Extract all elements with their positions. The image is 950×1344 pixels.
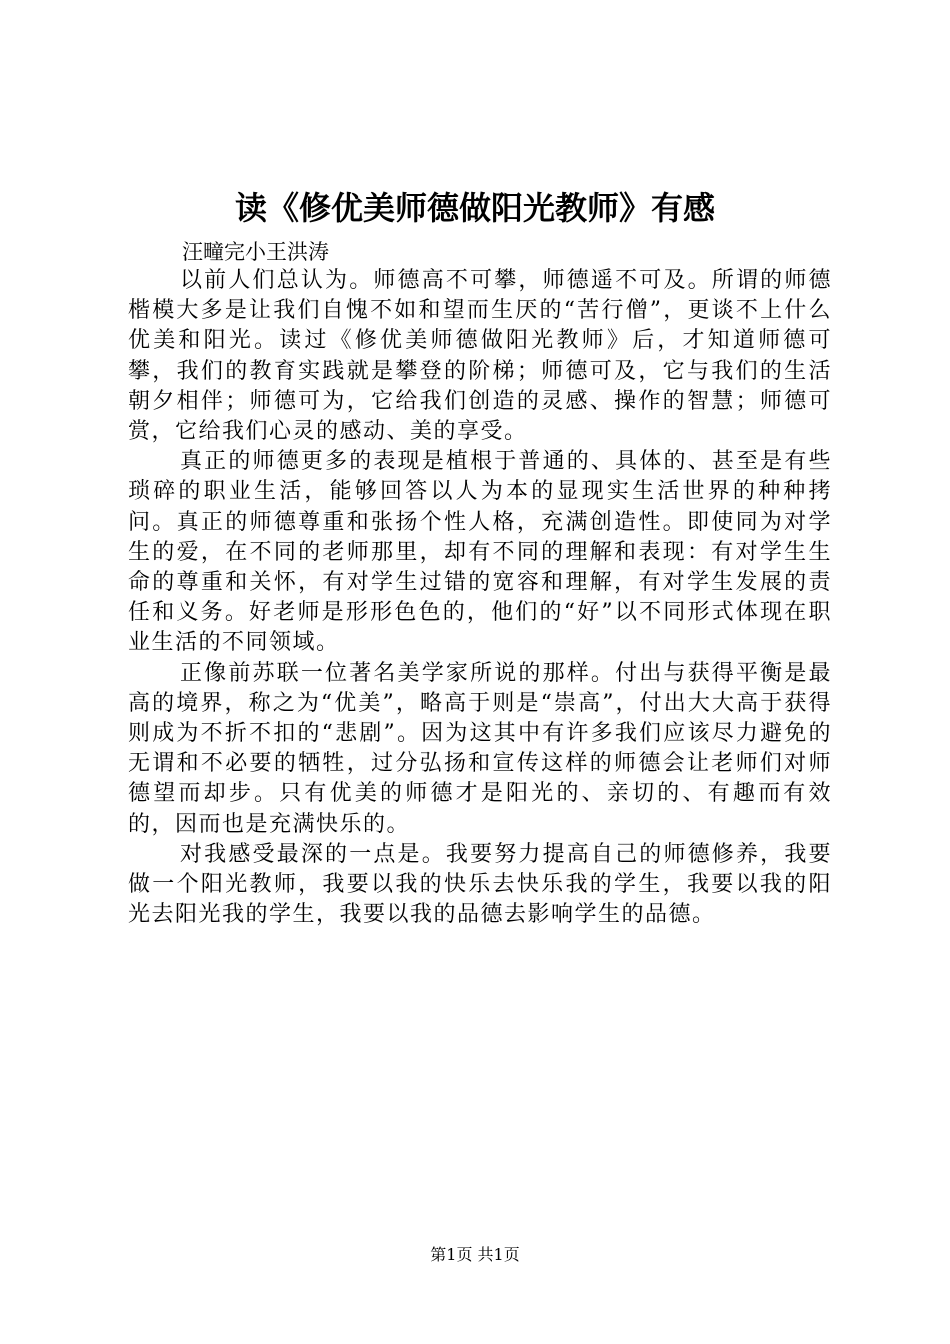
- page-number-footer: 第1页 共1页: [430, 1245, 520, 1264]
- paragraph: 对我感受最深的一点是。我要努力提高自己的师德修养，我要做一个阳光教师，我要以我的快乐去快乐我的学生，我要以我的阳光去阳光我的学生，我要以我的品德去影响学生的品德。: [128, 841, 832, 928]
- document-title: 读《修优美师德做阳光教师》有感: [234, 189, 715, 227]
- paragraph: 正像前苏联一位著名美学家所说的那样。付出与获得平衡是最高的境界，称之为“优美”，略高于则是“崇高”，付出大大高于获得则成为不折不扣的“悲剧”。因为这其中有许多我们应该尽力避免的无谓和不必要的牺牲，过分弘扬和宣传这样的师德会让老师们对师德望而却步。只有优美的师德才是阳光的、亲切的、有趣而有效的，因而也是充满快乐的。: [128, 660, 832, 837]
- paragraph: 真正的师德更多的表现是植根于普通的、具体的、甚至是有些琐碎的职业生活，能够回答以人为本的显现实生活世界的种种拷问。真正的师德尊重和张扬个性人格，充满创造性。即使同为对学生的爱，在不同的老师那里，却有不同的理解和表现：有对学生生命的尊重和关怀，有对学生过错的宽容和理解，有对学生发展的责任和义务。好老师是形形色色的，他们的“好”以不同形式体现在职业生活的不同领域。: [128, 449, 832, 656]
- author-line: 汪疃完小王洪涛: [182, 240, 329, 264]
- paragraph: 以前人们总认为。师德高不可攀，师德遥不可及。所谓的师德楷模大多是让我们自愧不如和望而生厌的“苦行僧”，更谈不上什么优美和阳光。读过《修优美师德做阳光教师》后，才知道师德可攀，我们的教育实践就是攀登的阶梯；师德可及，它与我们的生活朝夕相伴；师德可为，它给我们创造的灵感、操作的智慧；师德可赏，它给我们心灵的感动、美的享受。: [128, 268, 832, 445]
- document-body: [128, 266, 832, 930]
